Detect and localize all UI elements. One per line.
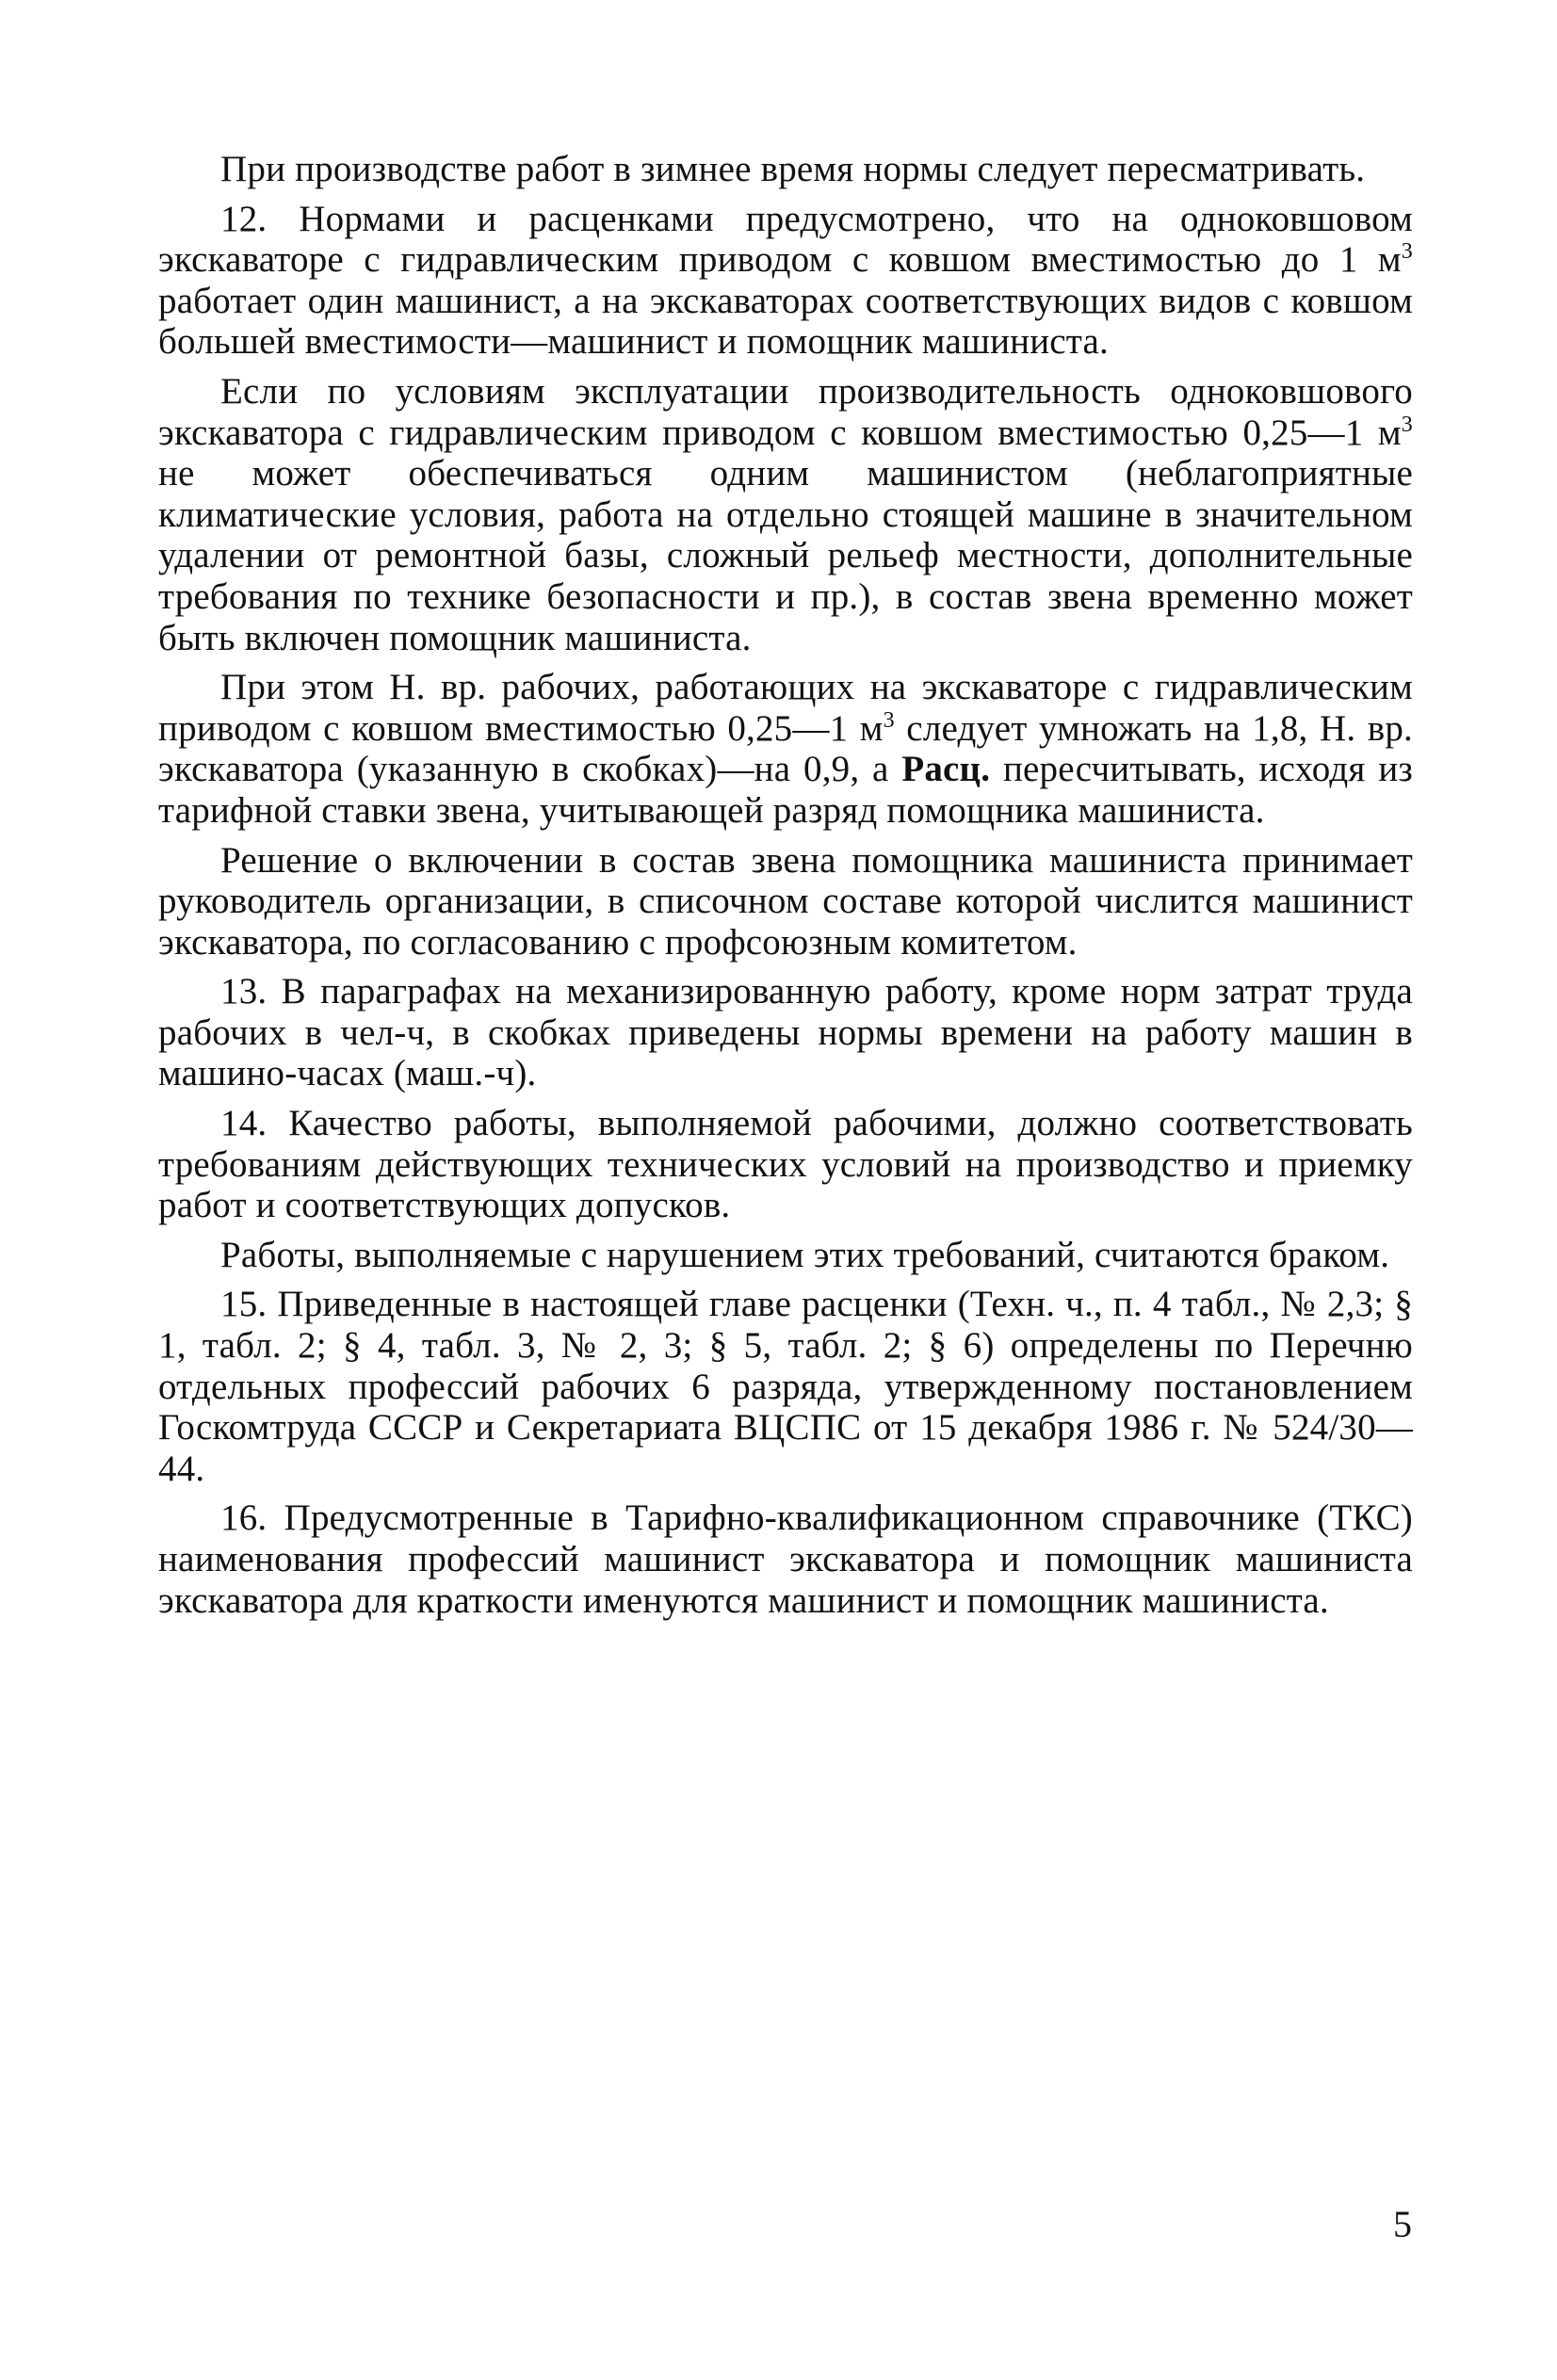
paragraph-3: Если по условиям эксплуатации производительность одноковшового экскаватора с гидравлическим приводом с ковшом вместимостью 0,25—1 $м^3$ не может обеспечиваться одним машинистом (неблагоприятные климатические условия, работа на отдельно стоящей машине в значительном удалении от ремонтной базы, сложный рельеф местности, дополнительные требования по технике безопасности и пр.), в состав звена временно может быть включен помощник машиниста. [158,370,1413,658]
superscript-3: 3 [1401,239,1413,265]
paragraph-1: При производстве работ в зимнее время нормы следует пересматривать. [220,149,1366,189]
superscript-3: 3 [1401,412,1413,437]
document-body [158,149,1413,1629]
paragraph-2: 12. Нормами и расценками предусмотрено, что на одноковшовом экскаваторе с гидравлическим приводом с ковшом вместимостью до 1 $м^3$ работает один машинист, а на экскаваторах соответствующих видов с ковшом большей вместимости—машинист и помощник машиниста. [158,198,1413,363]
paragraph-4: При этом Н. вр. рабочих, работающих на экскаваторе с гидравлическим приводом с ковшом вместимостью 0,25—1 $м^3$ следует умножать на 1,8, Н. вр. экскаватора (указанную в скобках)—на 0,9, а Расц. пересчитывать, исходя из тарифной ставки звена, учитывающей разряд помощника машиниста. [158,667,1413,831]
paragraph-10: 16. Предусмотренные в Тарифно-квалификационном справочнике (ТКС) наименования профессий машинист экскаватора и помощник машиниста экскаватора для краткости именуются машинист и помощник машиниста. [158,1498,1413,1621]
paragraph-5: Решение о включении в состав звена помощника машиниста принимает руководитель организации, в списочном составе которой числится машинист экскаватора, по согласованию с профсоюзным комитетом. [158,839,1413,963]
page-number: 5 [1393,2203,1412,2245]
paragraph-8: Работы, выполняемые с нарушением этих требований, считаются браком. [220,1234,1390,1275]
paragraph-9: 15. Приведенные в настоящей главе расценки (Техн. ч., п. 4 табл., № 2,3; § 1, табл. 2; § 4, табл. 3, № 2, 3; § 5, табл. 2; § 6) определены по Перечню отдельных профессий рабочих 6 разряда, утвержденному постановлением Госкомтруда СССР и Секретариата ВЦСПС от 15 декабря 1986 г. № 524/30—44. [158,1284,1413,1489]
paragraph-6: 13. В параграфах на механизированную работу, кроме норм затрат труда рабочих в чел-ч, в скобках приведены нормы времени на работу машин в машино-часах (маш.-ч). [158,971,1413,1094]
paragraph-7: 14. Качество работы, выполняемой рабочими, должно соответствовать требованиям действующих технических условий на производство и приемку работ и соответствующих допусков. [158,1103,1413,1226]
superscript-3: 3 [883,707,895,733]
bold-term: Расц. [901,749,991,790]
